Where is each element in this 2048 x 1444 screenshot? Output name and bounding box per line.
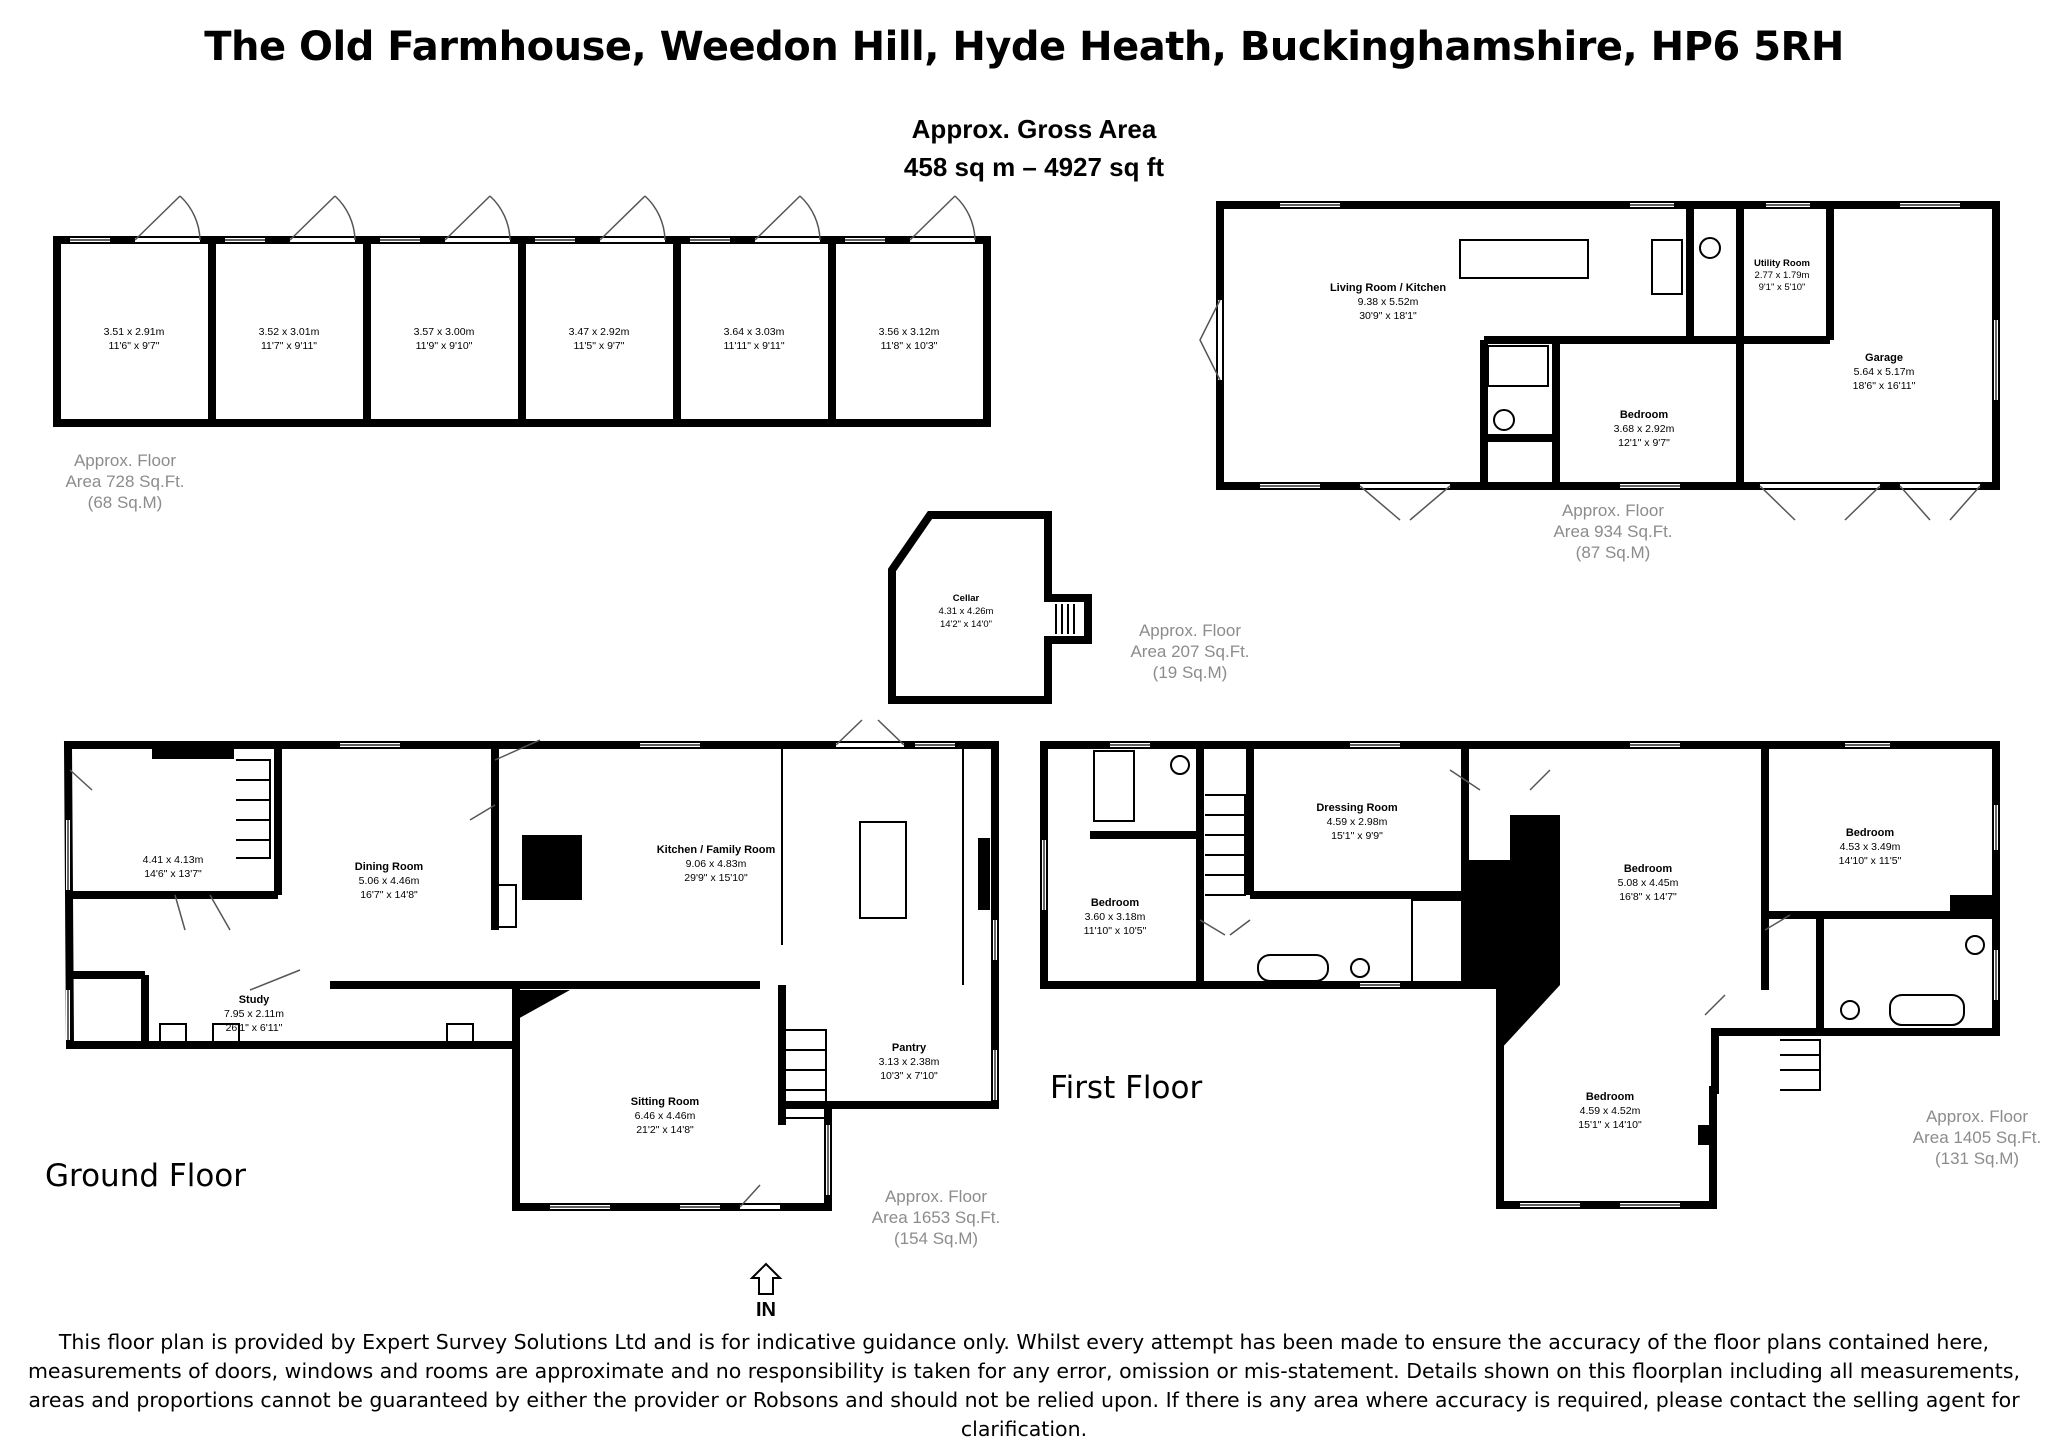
room-dims-m: 4.31 x 4.26m	[938, 606, 994, 617]
room-name: Utility Room	[1754, 258, 1810, 269]
cellar-plan	[892, 515, 1250, 700]
toilet	[1966, 936, 1984, 954]
room-dims-ft: 16'7" x 14'8"	[360, 889, 418, 901]
room-dims-ft: 11'6" x 9'7"	[108, 340, 160, 352]
room-dims-ft: 11'10" x 10'5"	[1083, 925, 1147, 937]
room-dims-m: 3.56 x 3.12m	[878, 326, 940, 338]
first-floor-label: First Floor	[1050, 1070, 1203, 1106]
kitchen-island	[860, 822, 906, 918]
room-dims-m: 3.60 x 3.18m	[1084, 911, 1146, 923]
room-name: Bedroom	[1619, 409, 1669, 421]
shower	[1094, 751, 1134, 821]
room-dims-m: 4.59 x 4.52m	[1579, 1105, 1641, 1117]
bath	[1890, 995, 1964, 1025]
room-name: Dining Room	[354, 861, 424, 873]
room-dims-m: 9.38 x 5.52m	[1357, 296, 1419, 308]
floor-area-sqft: Area 1405 Sq.Ft.	[1912, 1128, 2042, 1147]
chimney	[516, 990, 570, 1020]
entrance-arrow-icon	[752, 1264, 780, 1294]
ground-floor-plan	[45, 720, 1000, 1321]
floor-area-sqm: (68 Sq.M)	[87, 493, 163, 512]
room-dims-m: 3.64 x 3.03m	[723, 326, 785, 338]
room-dims-ft: 15'1" x 9'9"	[1331, 830, 1383, 842]
room-dims-ft: 15'1" x 14'10"	[1578, 1119, 1642, 1131]
room-dims-ft: 29'9" x 15'10"	[684, 872, 748, 884]
shower	[1412, 900, 1462, 982]
room-dims-ft: 16'8" x 14'7"	[1619, 891, 1677, 903]
room-dims-m: 3.47 x 2.92m	[568, 326, 630, 338]
room-name: Pantry	[891, 1042, 927, 1054]
kitchen-counter	[1460, 240, 1588, 278]
first-floor-plan	[1044, 745, 2041, 1205]
room-dims-ft: 14'6" x 13'7"	[144, 868, 202, 880]
floor-area-sqft: Area 934 Sq.Ft.	[1553, 522, 1673, 541]
floor-area-label: Approx. Floor	[884, 1187, 988, 1206]
sink-unit	[1652, 240, 1682, 294]
room-dims-ft: 10'3" x 7'10"	[880, 1070, 938, 1082]
room-name: Bedroom	[1623, 863, 1673, 875]
room-dims-m: 5.06 x 4.46m	[358, 875, 420, 887]
floor-area-label: Approx. Floor	[1138, 621, 1242, 640]
room-name: Study	[238, 994, 270, 1006]
shower	[1488, 346, 1548, 386]
room-dims-m: 2.77 x 1.79m	[1754, 270, 1810, 281]
chimney-breast	[522, 835, 582, 900]
room-dims-ft: 11'9" x 9'10"	[415, 340, 473, 352]
room-dims-m: 3.52 x 3.01m	[258, 326, 320, 338]
floor-area-sqm: (131 Sq.M)	[1934, 1149, 2020, 1168]
room-name: Dressing Room	[1316, 802, 1398, 814]
room-name: Cellar	[952, 593, 980, 604]
outbuilding-openings	[70, 196, 975, 240]
room-dims-ft: 9'1" x 5'10"	[1758, 282, 1806, 293]
room-dims-ft: 11'5" x 9'7"	[573, 340, 625, 352]
cupboard-fill	[1950, 895, 1996, 917]
cellar-stairs	[1056, 604, 1074, 634]
gross-area-value: 458 sq m – 4927 sq ft	[903, 152, 1165, 182]
outbuildings-plan	[57, 196, 987, 512]
room-dims-ft: 14'10" x 11'5"	[1838, 855, 1902, 867]
room-dims-m: 3.57 x 3.00m	[413, 326, 475, 338]
toilet	[1700, 238, 1720, 258]
room-dims-m: 3.51 x 2.91m	[103, 326, 165, 338]
fireplace	[152, 745, 234, 759]
room-dims-m: 4.53 x 3.49m	[1839, 841, 1901, 853]
room-name: Sitting Room	[630, 1096, 700, 1108]
toilet	[1494, 410, 1514, 430]
floor-area-sqft: Area 728 Sq.Ft.	[65, 472, 185, 491]
floor-area-label: Approx. Floor	[1925, 1107, 2029, 1126]
room-name: Garage	[1865, 352, 1903, 364]
toilet	[1841, 1001, 1859, 1019]
room-dims-m: 5.64 x 5.17m	[1853, 366, 1915, 378]
floor-area-sqft: Area 207 Sq.Ft.	[1130, 642, 1250, 661]
annex-outline	[1220, 205, 1996, 486]
floor-area-sqft: Area 1653 Sq.Ft.	[871, 1208, 1001, 1227]
room-dims-ft: 11'11" x 9'11"	[723, 340, 785, 352]
room-dims-m: 4.41 x 4.13m	[142, 854, 204, 866]
room-name: Living Room / Kitchen	[1329, 282, 1447, 294]
range-cooker	[978, 838, 990, 910]
room-name: Kitchen / Family Room	[656, 844, 776, 856]
room-name: Bedroom	[1090, 897, 1140, 909]
toilet	[1351, 959, 1369, 977]
room-dims-m: 7.95 x 2.11m	[224, 1008, 284, 1020]
ground-floor-outline	[68, 745, 995, 1207]
floor-area-label: Approx. Floor	[73, 451, 177, 470]
floor-area-sqm: (87 Sq.M)	[1575, 543, 1651, 562]
room-dims-m: 5.08 x 4.45m	[1617, 877, 1679, 889]
ground-floor-label: Ground Floor	[45, 1158, 247, 1194]
room-dims-ft: 14'2" x 14'0"	[939, 619, 993, 630]
room-dims-ft: 12'1" x 9'7"	[1618, 437, 1670, 449]
room-dims-m: 6.46 x 4.46m	[634, 1110, 696, 1122]
page-title: The Old Farmhouse, Weedon Hill, Hyde Heath, Buckinghamshire, HP6 5RH	[204, 24, 1844, 70]
room-dims-ft: 11'8" x 10'3"	[880, 340, 938, 352]
room-dims-ft: 21'2" x 14'8"	[636, 1124, 694, 1136]
room-dims-ft: 11'7" x 9'11"	[260, 340, 318, 352]
room-name: Bedroom	[1845, 827, 1895, 839]
toilet	[1171, 756, 1189, 774]
floor-area-sqm: (19 Sq.M)	[1152, 663, 1228, 682]
cupboard-fill	[1698, 1125, 1713, 1145]
room-dims-ft: 26'1" x 6'11"	[225, 1022, 283, 1034]
annex-plan	[1200, 205, 1996, 562]
gf-stairs	[236, 760, 826, 1118]
room-dims-ft: 18'6" x 16'11"	[1852, 380, 1916, 392]
floor-area-sqm: (154 Sq.M)	[893, 1229, 979, 1248]
room-dims-m: 4.59 x 2.98m	[1326, 816, 1388, 828]
room-name: Bedroom	[1585, 1091, 1635, 1103]
room-dims-ft: 30'9" x 18'1"	[1359, 310, 1417, 322]
chimney-stack	[1510, 815, 1558, 865]
room-dims-m: 9.06 x 4.83m	[685, 858, 747, 870]
floor-area-label: Approx. Floor	[1561, 501, 1665, 520]
room-dims-m: 3.68 x 2.92m	[1613, 423, 1675, 435]
disclaimer: This floor plan is provided by Expert Survey Solutions Ltd and is for indicative guidance only. Whilst every attempt has been made to ensure the accuracy of the floor plans contained here, measurements of doors, windows and rooms are approximate and no responsibility is taken for any error, omission or mis-statement. Details shown on this floorplan including all measurements, areas and proportions cannot be guaranteed by either the provider or Robsons and should not be relied upon. If there is any area where accuracy is required, please contact the selling agent for clarification.	[27, 1330, 2021, 1441]
entrance-label: IN	[756, 1299, 776, 1321]
gf-openings	[68, 720, 995, 1207]
bath	[1258, 955, 1328, 981]
room-dims-m: 3.13 x 2.38m	[878, 1056, 940, 1068]
gross-area-label: Approx. Gross Area	[911, 114, 1157, 144]
